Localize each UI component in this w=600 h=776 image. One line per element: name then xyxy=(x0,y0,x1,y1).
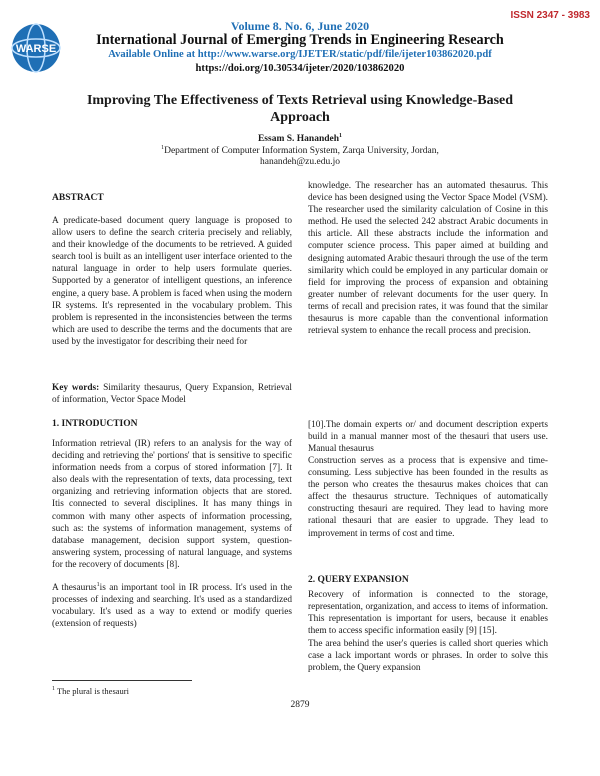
intro-p2-start: A thesaurus xyxy=(52,583,97,593)
journal-title: International Journal of Emerging Trends in Engineering Research xyxy=(96,32,504,48)
col2-paragraph-2: Construction serves as a process that is expensive and time-consuming. Less subjective has been founded in the results as the person who creates the thesaurus makes choices that can affect the thesaurus structure. Techniques of automatically constructing thesauri are required. They lead to having more rational thesauri that are easier to upgrade. They lead to improvement in terms of cost and time. xyxy=(308,456,548,539)
col2-paragraph-1: [10].The domain experts or/ and document description experts build in a manual manner most of the thesauri that users use. Manual thesaurus xyxy=(308,420,548,455)
paper-title: Improving The Effectiveness of Texts Retrieval using Knowledge-Based Approach xyxy=(86,93,514,125)
footnote xyxy=(52,686,129,696)
page-number: 2879 xyxy=(290,700,310,710)
introduction-heading: 1. INTRODUCTION xyxy=(52,419,138,429)
author-sup: 1 xyxy=(339,132,343,139)
introduction-paragraph-2 xyxy=(52,582,292,630)
keywords-label: Key words: xyxy=(52,383,100,393)
dept-sup: 1 xyxy=(161,144,165,151)
footnote-divider xyxy=(52,680,192,681)
issn: ISSN 2347 - 3983 xyxy=(510,10,590,21)
keywords xyxy=(52,382,292,406)
introduction-paragraph-1: Information retrieval (IR) refers to an analysis for the way of deciding and retrieving the' portions' that is sensitive to specific information needs from a corpus of stored information [7]. It also deals with the representation of texts, data processing, text organizing and retrieving information objects that are stored. Itis connected to several disciplines. It has many things in common with many other aspects of information processing, such as: the systems of information management, systems of database management, decision support system, question-answering system, processing of natural language, and systems for the recovery of documents [8]. xyxy=(52,439,292,570)
affiliation xyxy=(0,146,600,156)
doi-link[interactable]: https://doi.org/10.30534/ijeter/2020/103862020 xyxy=(195,63,405,74)
author-email[interactable]: hanandeh@zu.edu.jo xyxy=(260,157,340,167)
author-name: Essam S. Hanandeh xyxy=(257,134,340,144)
footnote-ref[interactable]: 1 xyxy=(96,581,100,588)
available-online-link[interactable]: Available Online at http://www.warse.org/IJETER/static/pdf/file/ijeter103862020.pdf xyxy=(108,49,492,60)
author xyxy=(0,134,600,144)
intro-p2-rest: is an important tool in IR process. It's used in the processes of indexing and searching. It's used as a standardized vocabulary. It's used as a way to extend or modify queries (extension of requests) xyxy=(52,583,292,630)
abstract-text: A predicate-based document query language is proposed to allow users to define the search criteria precisely and reliably, and their knowledge of the documents to be retrieved. A guided search tool is built as an intelligent user interface oriented to the natural language in order to help users formulate queries. Supported by a generator of intelligent questions, an inference engine, a query base. A problem is faced when using the modern IR systems. It's represented in the vocabulary problem. This problem is represented in the inconsistencies between the terms which are used to describe the terms and the documents that are used by the investigator for describing their need for xyxy=(52,216,292,347)
query-expansion-heading: 2. QUERY EXPANSION xyxy=(308,575,409,585)
footnote-mark: 1 xyxy=(52,686,55,693)
volume-info: Volume 8. No. 6, June 2020 xyxy=(230,19,370,33)
query-expansion-paragraph-1: Recovery of information is connected to the storage, representation, organization, and access to items of information. This representation is important for users, because it enables them to access specific information easily [9] [15]. xyxy=(308,590,548,637)
department: Department of Computer Information System, Zarqa University, Jordan, xyxy=(164,146,439,156)
query-expansion-paragraph-2: The area behind the user's queries is called short queries which case a lack important words or phrases. In order to solve this problem, the Query expansion xyxy=(308,639,548,674)
footnote-text: The plural is thesauri xyxy=(55,686,129,696)
abstract-heading: ABSTRACT xyxy=(52,193,104,203)
keywords-text: Similarity thesaurus, Query Expansion, Retrieval of information, Vector Space Model xyxy=(52,383,292,406)
logo-text: WARSE xyxy=(15,43,57,55)
abstract-continuation: knowledge. The researcher has an automated thesaurus. This device has been designed using the Vector Space Model (VSM). The researcher used the similarity calculation of Cosine in this method. He used the selected 242 abstract Arabic documents in this article. All these abstracts include the information and computer science process. This paper aimed at building and designing automated Arabic thesauri through the use of the term similarity which could be employed in any particular domain or field for improving the process of expansion and obtaining greater number of relevant documents for the user query. In terms of recall and precision rates, it was found that the similar thesaurus is more capable than the conventional information retrieval system to enhance the recall process and precision. xyxy=(308,181,548,337)
